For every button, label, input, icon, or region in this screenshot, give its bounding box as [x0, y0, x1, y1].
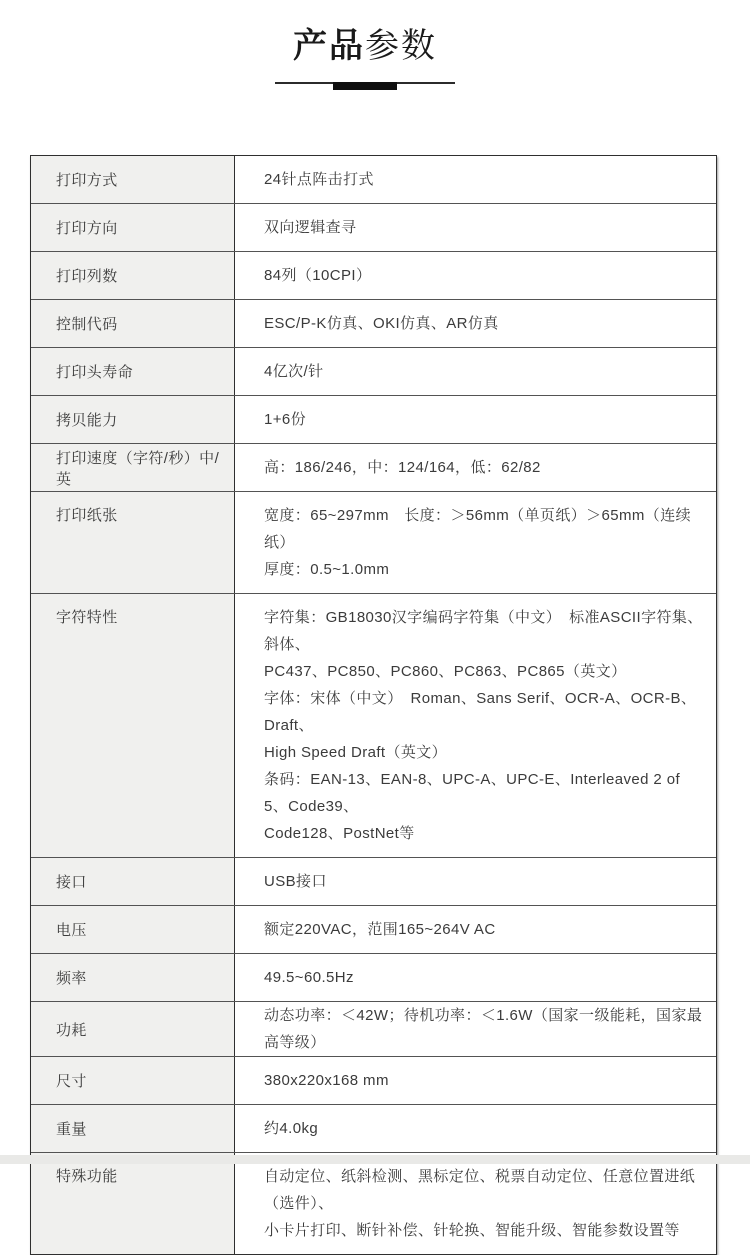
- spec-label: 打印头寿命: [31, 348, 235, 395]
- table-row: [31, 594, 716, 858]
- spec-value: [235, 858, 716, 905]
- spec-label: 拷贝能力: [31, 396, 235, 443]
- table-row: [31, 954, 716, 1002]
- spec-value: [235, 1057, 716, 1104]
- spec-value-line: 24针点阵击打式: [264, 171, 374, 188]
- spec-value-line: ESC/P-K仿真、OKI仿真、AR仿真: [264, 315, 499, 332]
- spec-value-line: 380x220x168 mm: [264, 1072, 389, 1089]
- table-row: [31, 1002, 716, 1057]
- page-title: [0, 26, 740, 67]
- spec-label: 接口: [31, 858, 235, 905]
- spec-value: [235, 444, 716, 491]
- spec-label: 字符特性: [31, 594, 235, 857]
- table-row: [31, 1153, 716, 1254]
- spec-value: [235, 1105, 716, 1152]
- spec-table-rows: [31, 156, 716, 1254]
- spec-value: [235, 204, 716, 251]
- spec-value: [235, 396, 716, 443]
- spec-value-line: 字符集：GB18030汉字编码字符集（中文） 标准ASCII字符集、斜体、: [264, 609, 703, 653]
- spec-label: 打印方式: [31, 156, 235, 203]
- table-row: [31, 444, 716, 492]
- spec-value-line: 厚度：0.5~1.0mm: [264, 561, 390, 578]
- spec-value-line: High Speed Draft（英文）: [264, 744, 448, 761]
- spec-label: 频率: [31, 954, 235, 1001]
- spec-label: 功耗: [31, 1002, 235, 1056]
- spec-value-line: 4亿次/针: [264, 363, 324, 380]
- spec-value-line: PC437、PC850、PC860、PC863、PC865（英文）: [264, 663, 627, 680]
- spec-label: 尺寸: [31, 1057, 235, 1104]
- spec-value-line: 字体：宋体（中文） Roman、Sans Serif、OCR-A、OCR-B、Draft、: [264, 690, 697, 734]
- spec-value-line: 双向逻辑查寻: [264, 219, 357, 236]
- spec-label: 打印速度（字符/秒）中/英: [31, 444, 235, 491]
- spec-value: [235, 492, 716, 593]
- spec-value-line: 小卡片打印、断针补偿、针轮换、智能升级、智能参数设置等: [264, 1222, 680, 1239]
- spec-label: 特殊功能: [31, 1153, 235, 1254]
- spec-value-line: 1+6份: [264, 411, 307, 428]
- table-row: [31, 204, 716, 252]
- table-row: [31, 906, 716, 954]
- spec-value: [235, 300, 716, 347]
- table-row: [31, 1057, 716, 1105]
- title-accent-bar: [333, 82, 397, 90]
- page-title-light: 参数: [365, 27, 437, 65]
- spec-value-line: 高：186/246，中：124/164，低：62/82: [264, 459, 541, 476]
- spec-value: [235, 954, 716, 1001]
- spec-value-line: Code128、PostNet等: [264, 825, 415, 842]
- spec-value-line: 动态功率：＜42W；待机功率：＜1.6W（国家一级能耗，国家最高等级）: [264, 1007, 703, 1051]
- spec-label: 重量: [31, 1105, 235, 1152]
- spec-value: [235, 1153, 716, 1254]
- spec-value-line: 49.5~60.5Hz: [264, 969, 354, 986]
- spec-value-line: 约4.0kg: [264, 1120, 319, 1137]
- page-title-strong: 产品: [293, 27, 365, 65]
- table-row: [31, 858, 716, 906]
- spec-value: [235, 156, 716, 203]
- spec-label: 控制代码: [31, 300, 235, 347]
- spec-label: 打印方向: [31, 204, 235, 251]
- table-row: [31, 396, 716, 444]
- spec-value-line: 自动定位、纸斜检测、黑标定位、税票自动定位、任意位置进纸（选件）、: [264, 1168, 696, 1212]
- spec-value-line: 额定220VAC，范围165~264V AC: [264, 921, 496, 938]
- spec-value: [235, 348, 716, 395]
- spec-label: 打印纸张: [31, 492, 235, 593]
- table-row: [31, 252, 716, 300]
- table-row: [31, 300, 716, 348]
- spec-value: [235, 252, 716, 299]
- spec-label: 电压: [31, 906, 235, 953]
- page-header: [0, 0, 740, 90]
- spec-value: [235, 594, 716, 857]
- spec-value-line: 宽度：65~297mm 长度：＞56mm（单页纸）＞65mm（连续纸）: [264, 507, 692, 551]
- title-underline: [275, 82, 455, 90]
- spec-value: [235, 906, 716, 953]
- table-row: [31, 492, 716, 594]
- spec-table: [30, 155, 717, 1255]
- spec-label: 打印列数: [31, 252, 235, 299]
- spec-value-line: 条码：EAN-13、EAN-8、UPC-A、UPC-E、Interleaved 2 of 5、Code39、: [264, 771, 681, 815]
- spec-value-line: 84列（10CPI）: [264, 267, 372, 284]
- bottom-strip: [0, 1155, 750, 1164]
- table-row: [31, 1105, 716, 1153]
- spec-value: [235, 1002, 716, 1056]
- table-row: [31, 348, 716, 396]
- spec-value-line: USB接口: [264, 873, 327, 890]
- table-row: [31, 156, 716, 204]
